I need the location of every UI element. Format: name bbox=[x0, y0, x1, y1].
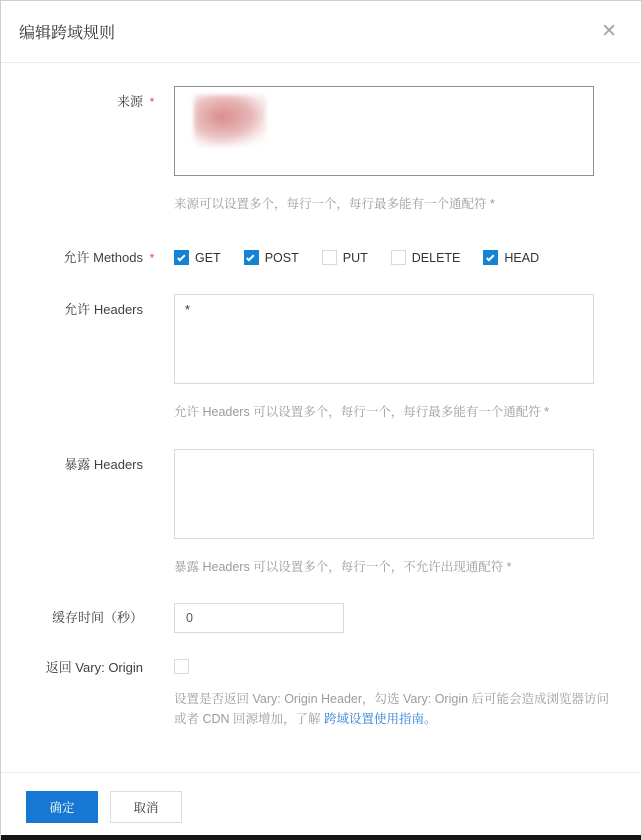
methods-label: 允许 Methods bbox=[63, 250, 143, 265]
allow-headers-textarea[interactable] bbox=[174, 294, 594, 384]
dialog-header bbox=[1, 1, 641, 63]
expose-headers-hint: 暴露 Headers 可以设置多个，每行一个，不允许出现通配符 * bbox=[174, 560, 512, 574]
allow-headers-hint: 允许 Headers 可以设置多个，每行一个，每行最多能有一个通配符 * bbox=[174, 405, 550, 419]
source-label: 来源 bbox=[116, 94, 143, 109]
expose-headers-label: 暴露 Headers bbox=[64, 457, 143, 472]
cancel-button[interactable]: 取消 bbox=[110, 791, 182, 823]
checkbox-post[interactable] bbox=[244, 250, 259, 265]
expose-headers-label-wrap bbox=[1, 449, 174, 473]
source-label-wrap bbox=[1, 86, 174, 110]
method-post-label: POST bbox=[264, 250, 299, 265]
vary-origin-label-wrap bbox=[1, 659, 174, 676]
confirm-button[interactable]: 确定 bbox=[26, 791, 98, 823]
vary-origin-label: 返回 Vary: Origin bbox=[45, 660, 143, 675]
allow-headers-label: 允许 Headers bbox=[64, 302, 143, 317]
method-head[interactable] bbox=[483, 250, 539, 265]
checkmark-icon bbox=[246, 253, 254, 261]
method-list bbox=[174, 250, 641, 265]
allow-headers-label-wrap bbox=[1, 294, 174, 318]
window-bottom-edge bbox=[1, 835, 641, 840]
method-put[interactable] bbox=[322, 250, 368, 265]
vary-origin-row bbox=[1, 659, 641, 676]
dialog-body bbox=[1, 63, 641, 729]
expose-headers-row bbox=[1, 449, 641, 544]
source-textarea[interactable] bbox=[174, 86, 594, 176]
method-delete[interactable] bbox=[391, 250, 461, 265]
expose-headers-textarea[interactable] bbox=[174, 449, 594, 539]
checkmark-icon bbox=[177, 253, 185, 261]
vary-origin-checkbox[interactable] bbox=[174, 659, 189, 674]
dialog-footer bbox=[1, 772, 641, 835]
cache-time-label-wrap bbox=[1, 603, 174, 626]
cors-guide-link[interactable]: 跨域设置使用指南。 bbox=[324, 712, 437, 726]
checkbox-put[interactable] bbox=[322, 250, 337, 265]
required-asterisk: * bbox=[149, 95, 155, 109]
required-asterisk: * bbox=[149, 251, 155, 265]
method-get[interactable] bbox=[174, 250, 221, 265]
cache-time-label: 缓存时间（秒） bbox=[51, 610, 143, 625]
cache-time-input[interactable] bbox=[174, 603, 344, 633]
source-hint: 来源可以设置多个，每行一个，每行最多能有一个通配符 * bbox=[174, 197, 495, 211]
methods-row bbox=[1, 250, 641, 266]
close-icon[interactable]: ✕ bbox=[601, 20, 617, 42]
methods-label-wrap bbox=[1, 250, 174, 266]
checkbox-get[interactable] bbox=[174, 250, 189, 265]
dialog-title: 编辑跨域规则 bbox=[19, 25, 116, 42]
method-head-label: HEAD bbox=[504, 250, 540, 265]
method-post[interactable] bbox=[244, 250, 299, 265]
method-put-label: PUT bbox=[342, 250, 368, 265]
checkmark-icon bbox=[486, 253, 494, 261]
method-delete-label: DELETE bbox=[411, 250, 461, 265]
allow-headers-row bbox=[1, 294, 641, 389]
checkbox-head[interactable] bbox=[483, 250, 498, 265]
cache-time-row bbox=[1, 603, 641, 633]
checkbox-delete[interactable] bbox=[391, 250, 406, 265]
source-row bbox=[1, 86, 641, 181]
method-get-label: GET bbox=[195, 250, 221, 265]
vary-origin-hint bbox=[174, 689, 612, 729]
vary-origin-hint-text: 设置是否返回 Vary: Origin Header，勾选 Vary: Origin 后可能会造成浏览器访问或者 CDN 回源增加，了解 bbox=[174, 692, 610, 726]
